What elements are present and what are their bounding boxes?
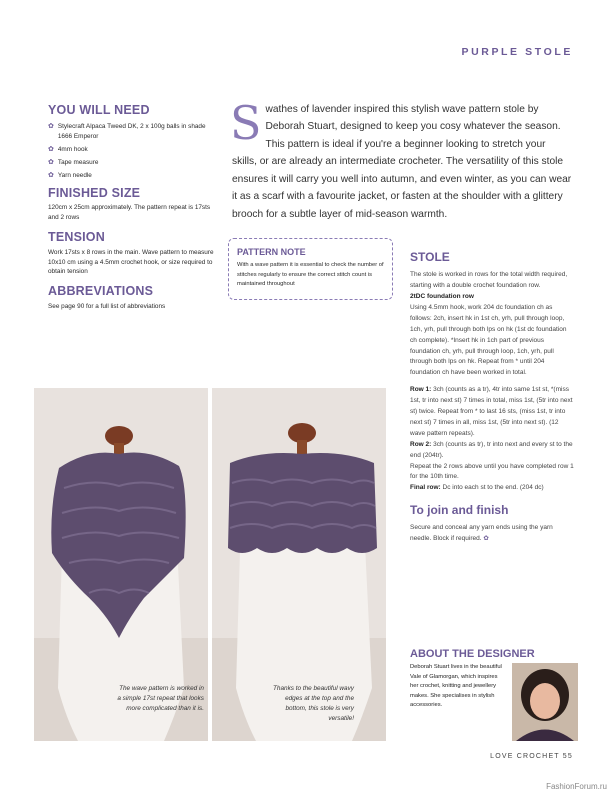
flower-bullet-icon: ✿ (48, 123, 54, 131)
stole-intro: The stole is worked in rows for the total width required, starting with a double crochet foundation row. (410, 271, 568, 290)
materials-column (48, 101, 218, 317)
flower-bullet-icon: ✿ (48, 146, 54, 154)
pattern-note-box (228, 238, 393, 300)
drop-cap: S (230, 96, 262, 150)
you-will-need-heading: YOU WILL NEED (48, 103, 150, 117)
stole-heading: STOLE (410, 250, 450, 264)
designer-bio: Deborah Stuart lives in the beautiful Vale of Glamorgan, which inspires her crochet, knitting and jewellery makes. She specialises in stylish accessories. (410, 664, 502, 709)
row-1: Row 1: 3ch (counts as a tr), 4tr into same 1st st, *(miss 1st, tr into next st) 7 times in total, miss 1st, (5tr into next st) twice. Repeat from * to last 16 sts, (miss 1st, tr into next st) 7 times in all, miss 1st, (5tr into next st). (12 wave pattern repeats). (410, 386, 573, 437)
final-row: Final row: Dc into each st to the end. (204 dc) (410, 484, 544, 492)
pattern-note-title: PATTERN NOTE (237, 247, 306, 257)
intro-paragraph (230, 96, 572, 223)
flower-bullet-icon: ✿ (48, 172, 54, 180)
stole-photo-front (34, 388, 208, 741)
foundation-text: Using 4.5mm hook, work 204 dc foundation ch as follows: 2ch, insert hk in 1st ch, yrh, pull through loop, 1ch, yrh, pull through both lps on hk (1st dc foundation ch complete). *Insert hk in 1ch part of previous foundation ch, yrh, pull through loop, 1ch, yrh, pull through both lps on hk. Repeat from * until 204 foundation ch have been worked in total. (410, 303, 567, 377)
foundation-subheading: 2tDC foundation row (410, 292, 474, 300)
stole-photo-back (212, 388, 386, 741)
photo-caption-left: The wave pattern is worked in a simple 17st repeat that looks more complicated than it is. (117, 685, 204, 712)
about-designer-heading: ABOUT THE DESIGNER (410, 648, 535, 660)
materials-list (48, 122, 218, 181)
tension-heading: TENSION (48, 230, 105, 245)
end-mark-icon: ✿ (483, 535, 489, 543)
section-header: PURPLE STOLE (461, 46, 573, 58)
photo-caption-right: Thanks to the beautiful wavy edges at the top and the bottom, this stole is very versatile! (273, 685, 354, 722)
pattern-note-text: With a wave pattern it is essential to check the number of stitches regularly to ensure the correct stitch count is maintained throughout (237, 262, 384, 288)
join-heading: To join and finish (410, 503, 509, 518)
designer-portrait (512, 663, 578, 741)
flower-bullet-icon: ✿ (48, 159, 54, 167)
list-item: ✿ Yarn needle (48, 172, 92, 180)
list-item: ✿ Tape measure (48, 159, 99, 167)
list-item: ✿ 4mm hook (48, 146, 88, 154)
finished-size-heading: FINISHED SIZE (48, 185, 141, 200)
repeat-text: Repeat the 2 rows above until you have completed row 1 for the 10th time. (410, 462, 574, 481)
page-footer: LOVE CROCHET 55 (490, 753, 573, 760)
about-designer-box (410, 648, 578, 741)
intro-text: wathes of lavender inspired this stylish wave pattern stole by Deborah Stuart, designed to keep you cosy whatever the season. This pattern is ideal if you're a beginner looking to stretch your skills, or are already an intermediate crocheter. The versatility of this stole ensures it will carry you well into autumn, and even winter, as you can wear it as a scarf with a favourite jacket, or fasten at the shoulder with a glittery brooch for a subtle layer of mid-season warmth. (232, 104, 572, 220)
abbreviations-text: See page 90 for a full list of abbreviations (48, 302, 166, 310)
list-item: ✿ Stylecraft Alpaca Tweed DK, 2 x 100g balls in shade 1666 Emperor (48, 123, 206, 141)
watermark: FashionForum.ru (546, 782, 607, 791)
tension-text: Work 17sts x 8 rows in the main. Wave pattern to measure 10x10 cm using a 4.5mm crochet hook, or size required to obtain tension (48, 248, 214, 276)
finished-size-text: 120cm x 25cm approximately. The pattern repeat is 17sts and 2 rows (48, 204, 211, 222)
join-text: Secure and conceal any yarn ends using the yarn needle. Block if required. ✿ (410, 524, 553, 543)
instructions-column (410, 247, 575, 545)
row-2: Row 2: 3ch (counts as tr), tr into next and every st to the end (204tr). (410, 440, 573, 459)
abbreviations-heading: ABBREVIATIONS (48, 284, 154, 299)
